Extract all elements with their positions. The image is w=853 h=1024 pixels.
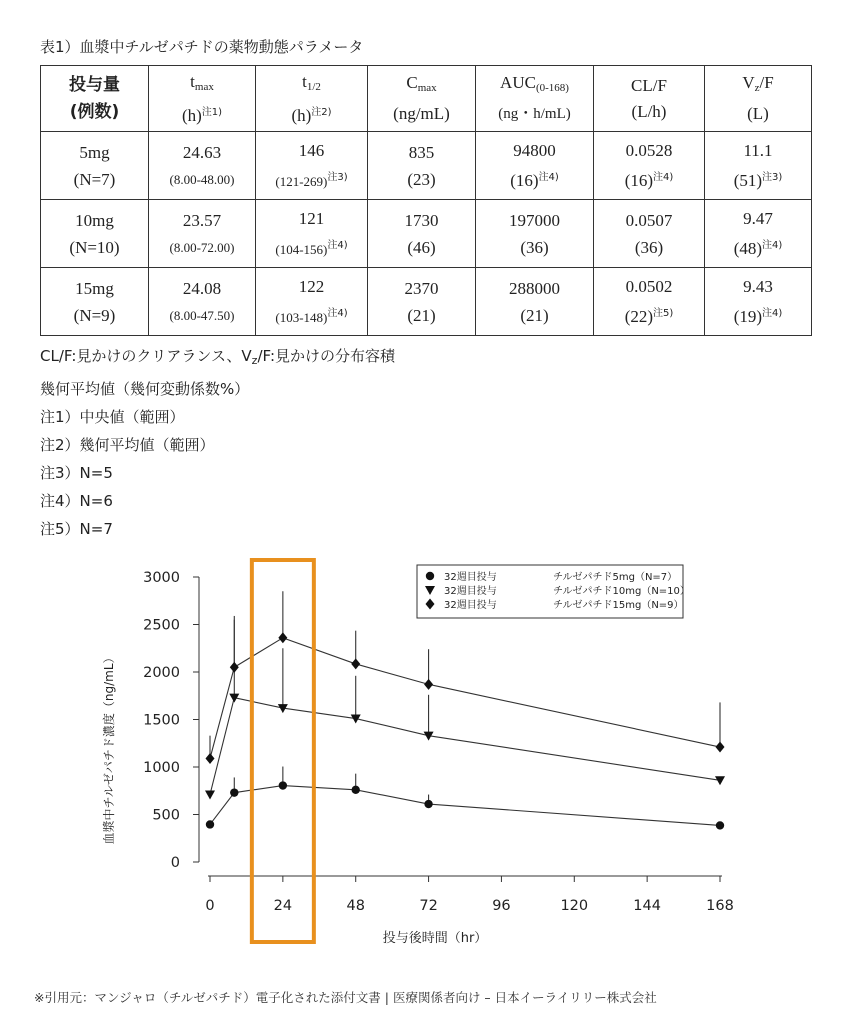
x-tick-label: 24 — [273, 898, 293, 914]
concentration-time-chart — [0, 540, 853, 960]
data-point-circle — [716, 821, 724, 829]
data-point-triangle — [715, 776, 725, 785]
header-vz-f: $V_z/F$ (L) — [705, 66, 812, 132]
data-point-circle — [426, 572, 434, 580]
note-abbreviations: CL/F:見かけのクリアランス、$V_z/F$:見かけの分布容積 — [40, 347, 396, 367]
note-2: 注2）幾何平均値（範囲） — [40, 436, 215, 454]
x-tick-label: 48 — [346, 898, 365, 914]
legend-label: 32週目投与 — [444, 600, 497, 611]
y-tick-label: 500 — [152, 807, 180, 824]
table-row-5mg — [41, 132, 812, 200]
x-tick-label: 168 — [706, 898, 734, 914]
y-tick-label: 1000 — [143, 760, 180, 776]
source-caption: ※引用元：マンジャロ（チルゼパチド）電子化された添付文書 | 医療関係者向け – 日本イーライリリー株式会社 — [34, 990, 657, 1005]
y-tick-label: 0 — [170, 855, 180, 871]
legend-series-name: チルゼパチド10mg（N=10） — [553, 586, 690, 597]
data-point-diamond — [716, 742, 725, 753]
data-point-circle — [352, 786, 360, 794]
header-cl-f: CL/F (L/h) — [594, 66, 705, 132]
tmax-cell: 23.57 (8.00-72.00) — [149, 200, 256, 268]
y-axis-label: 血漿中チルゼパチド濃度（ng/mL） — [102, 651, 116, 845]
series-line — [210, 698, 720, 795]
table-title: 表1）血漿中チルゼパチドの薬物動態パラメータ — [40, 38, 364, 56]
pk-parameter-table — [40, 65, 812, 336]
dose-cell: 5mg (N=7) — [41, 132, 149, 200]
header-dose: 投与量 (例数) — [41, 66, 149, 132]
note-1: 注1）中央値（範囲） — [40, 408, 185, 426]
series-1 — [206, 767, 724, 830]
dose-cell: 10mg (N=10) — [41, 200, 149, 268]
vz-f-cell: 9.43 $(19)^{注4)}$ — [705, 268, 812, 336]
auc-cell: 94800 $(16)^{注4)}$ — [476, 132, 594, 200]
t-half-cell: 121 $(104-156)^{注4)}$ — [256, 200, 368, 268]
data-point-circle — [230, 788, 238, 796]
data-point-diamond — [351, 658, 360, 669]
legend-label: 32週目投与 — [444, 586, 497, 597]
legend-series-name: チルゼパチド5mg（N=7） — [553, 572, 678, 583]
vz-f-cell: 9.47 $(48)^{注4)}$ — [705, 200, 812, 268]
note-4: 注4）N=6 — [40, 492, 113, 510]
header-auc: $AUC_{(0-168)}$ (ng・h/mL) — [476, 66, 594, 132]
cl-f-cell: 0.0528 $(16)^{注4)}$ — [594, 132, 705, 200]
data-point-circle — [424, 800, 432, 808]
cmax-cell: 835 (23) — [368, 132, 476, 200]
data-point-circle — [279, 781, 287, 789]
cmax-cell: 2370 (21) — [368, 268, 476, 336]
note-3: 注3）N=5 — [40, 464, 113, 482]
legend-label: 32週目投与 — [444, 572, 497, 583]
x-tick-label: 0 — [205, 898, 215, 914]
t-half-cell: 146 $(121-269)^{注3)}$ — [256, 132, 368, 200]
y-tick-label: 3000 — [143, 570, 180, 586]
table-header-row — [41, 66, 812, 132]
table-notes — [40, 342, 395, 543]
series-line — [210, 786, 720, 826]
vz-f-cell: 11.1 $(51)^{注3)}$ — [705, 132, 812, 200]
note-geometric-mean: 幾何平均値（幾何変動係数%） — [40, 380, 250, 398]
note-5: 注5）N=7 — [40, 520, 113, 538]
data-point-circle — [206, 820, 214, 828]
data-point-diamond — [278, 632, 287, 643]
y-tick-label: 2000 — [143, 665, 180, 681]
legend — [417, 565, 690, 618]
cl-f-cell: 0.0507 (36) — [594, 200, 705, 268]
data-point-diamond — [206, 753, 215, 764]
table-row-10mg — [41, 200, 812, 268]
series-line — [210, 638, 720, 759]
x-tick-label: 144 — [633, 898, 661, 914]
header-tmax: $t_{max}$ $(h)^{注1)}$ — [149, 66, 256, 132]
data-point-diamond — [230, 662, 239, 673]
table-row-15mg — [41, 268, 812, 336]
y-tick-label: 2500 — [143, 617, 180, 634]
header-t-half: $t_{1/2}$ $(h)^{注2)}$ — [256, 66, 368, 132]
auc-cell: 197000 (36) — [476, 200, 594, 268]
x-tick-label: 96 — [492, 898, 511, 914]
x-tick-label: 120 — [560, 898, 589, 914]
cl-f-cell: 0.0502 $(22)^{注5)}$ — [594, 268, 705, 336]
tmax-cell: 24.08 (8.00-47.50) — [149, 268, 256, 336]
dose-cell: 15mg (N=9) — [41, 268, 149, 336]
tmax-cell: 24.63 (8.00-48.00) — [149, 132, 256, 200]
auc-cell: 288000 (21) — [476, 268, 594, 336]
cmax-cell: 1730 (46) — [368, 200, 476, 268]
data-point-diamond — [424, 679, 433, 690]
x-tick-label: 72 — [419, 898, 438, 914]
header-cmax: $C_{max}$ (ng/mL) — [368, 66, 476, 132]
t-half-cell: 122 $(103-148)^{注4)}$ — [256, 268, 368, 336]
legend-series-name: チルゼパチド15mg（N=9） — [553, 600, 684, 611]
x-axis-label: 投与後時間（hr） — [382, 931, 488, 946]
data-point-triangle — [205, 791, 215, 800]
y-tick-label: 1500 — [143, 712, 180, 729]
